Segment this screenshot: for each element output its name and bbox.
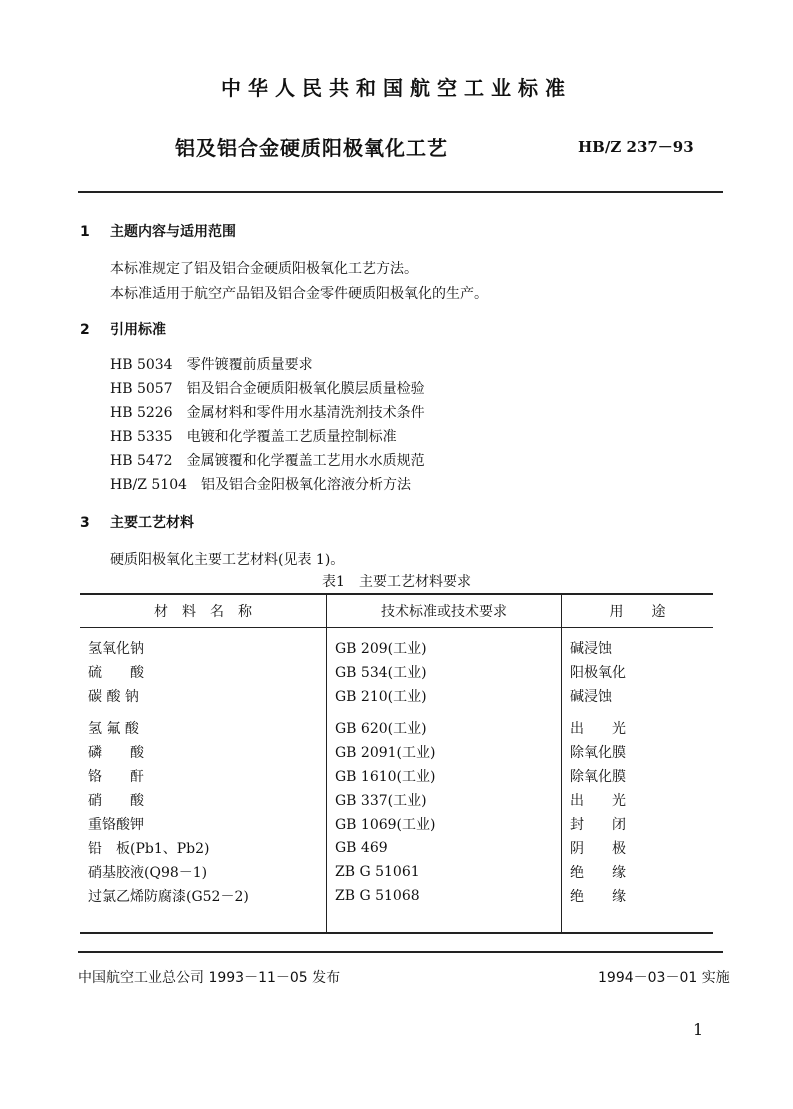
footer-divider [78,951,723,953]
table-caption: 表1 主要工艺材料要求 [322,574,471,590]
usage-cell: 封 闭 [570,817,626,833]
section-title: 主题内容与适用范围 [110,224,236,240]
paragraph: 本标准规定了铝及铝合金硬质阳极氧化工艺方法。 [110,261,418,277]
reference-code: HB 5226 [110,405,173,421]
column-header: 材 料 名 称 [80,594,327,628]
section-number: 2 [80,322,90,338]
material-cell: 硝 酸 [88,793,144,809]
standard-cell: ZB G 51068 [327,884,562,908]
effective-date: 1994－03－01 实施 [598,970,730,986]
reference-item [110,474,411,494]
reference-code: HB/Z 5104 [110,477,188,493]
standard-cell: GB 620(工业) [327,716,562,740]
table-row [80,860,713,884]
reference-title: 金属镀覆和化学覆盖工艺用水水质规范 [186,453,425,469]
organization-title: 中华人民共和国航空工业标准 [221,76,572,100]
standard-cell: GB 534(工业) [327,660,562,684]
standard-cell: GB 209(工业) [327,636,562,660]
table-row [80,740,713,764]
standard-cell [327,908,562,933]
material-cell: 铬 酐 [88,769,144,785]
reference-title: 铝及铝合金硬质阳极氧化膜层质量检验 [186,381,425,397]
usage-cell: 绝 缘 [570,889,626,905]
standard-cell: GB 210(工业) [327,684,562,708]
header-divider [78,191,723,193]
standard-cell: GB 469 [327,836,562,860]
table-row [80,812,713,836]
material-cell: 磷 酸 [88,745,144,761]
materials-table [80,593,713,934]
table-row [80,684,713,708]
reference-title: 铝及铝合金阳极氧化溶液分析方法 [201,477,412,493]
table-row [80,764,713,788]
section-2-heading [80,319,166,339]
reference-item [110,378,425,398]
usage-cell: 除氧化膜 [570,769,626,785]
material-cell: 硫 酸 [88,665,144,681]
table-row [80,716,713,740]
material-cell: 过氯乙烯防腐漆(G52－2) [88,889,249,905]
paragraph: 本标准适用于航空产品铝及铝合金零件硬质阳极氧化的生产。 [110,286,488,302]
usage-cell: 碱浸蚀 [570,689,612,705]
paragraph: 硬质阳极氧化主要工艺材料(见表 1)。 [110,552,345,568]
material-cell: 氢 氟 酸 [88,721,139,737]
reference-code: HB 5335 [110,429,173,445]
table-row [80,636,713,660]
usage-cell: 出 光 [570,721,626,737]
usage-cell: 绝 缘 [570,865,626,881]
section-1-heading [80,221,236,241]
material-cell: 重铬酸钾 [88,817,144,833]
table-row [80,788,713,812]
table-row [80,908,713,933]
table-row [80,884,713,908]
standard-cell: GB 1069(工业) [327,812,562,836]
column-header: 技术标准或技术要求 [327,594,562,628]
section-title: 引用标准 [110,322,166,338]
material-cell [80,908,327,933]
reference-title: 电镀和化学覆盖工艺质量控制标准 [186,429,397,445]
usage-cell: 除氧化膜 [570,745,626,761]
standard-code: HB/Z 237－93 [578,138,694,156]
reference-title: 零件镀覆前质量要求 [186,357,313,373]
section-title: 主要工艺材料 [110,515,194,531]
reference-item [110,450,425,470]
material-cell: 铅 板(Pb1、Pb2) [88,841,210,857]
page-number: 1 [693,1020,704,1039]
usage-cell: 阴 极 [570,841,626,857]
column-header: 用 途 [562,594,714,628]
standard-cell: GB 2091(工业) [327,740,562,764]
reference-item [110,354,313,374]
section-3-heading [80,512,194,532]
usage-cell: 阳极氧化 [570,665,626,681]
reference-code: HB 5472 [110,453,173,469]
usage-cell: 碱浸蚀 [570,641,612,657]
usage-cell [562,908,714,933]
table-row [80,660,713,684]
section-number: 1 [80,224,90,240]
reference-item [110,426,397,446]
table-header-row [80,594,713,628]
material-cell: 碳 酸 钠 [88,689,139,705]
document-title: 铝及铝合金硬质阳极氧化工艺 [175,136,448,160]
standard-cell: ZB G 51061 [327,860,562,884]
standard-cell: GB 1610(工业) [327,764,562,788]
reference-title: 金属材料和零件用水基清洗剂技术条件 [186,405,425,421]
usage-cell: 出 光 [570,793,626,809]
reference-item [110,402,425,422]
section-number: 3 [80,515,90,531]
table-row [80,836,713,860]
material-cell: 硝基胶液(Q98－1) [88,865,208,881]
material-cell: 氢氧化钠 [88,641,144,657]
standard-cell: GB 337(工业) [327,788,562,812]
reference-code: HB 5057 [110,381,173,397]
issue-date: 中国航空工业总公司 1993－11－05 发布 [78,970,341,986]
reference-code: HB 5034 [110,357,173,373]
